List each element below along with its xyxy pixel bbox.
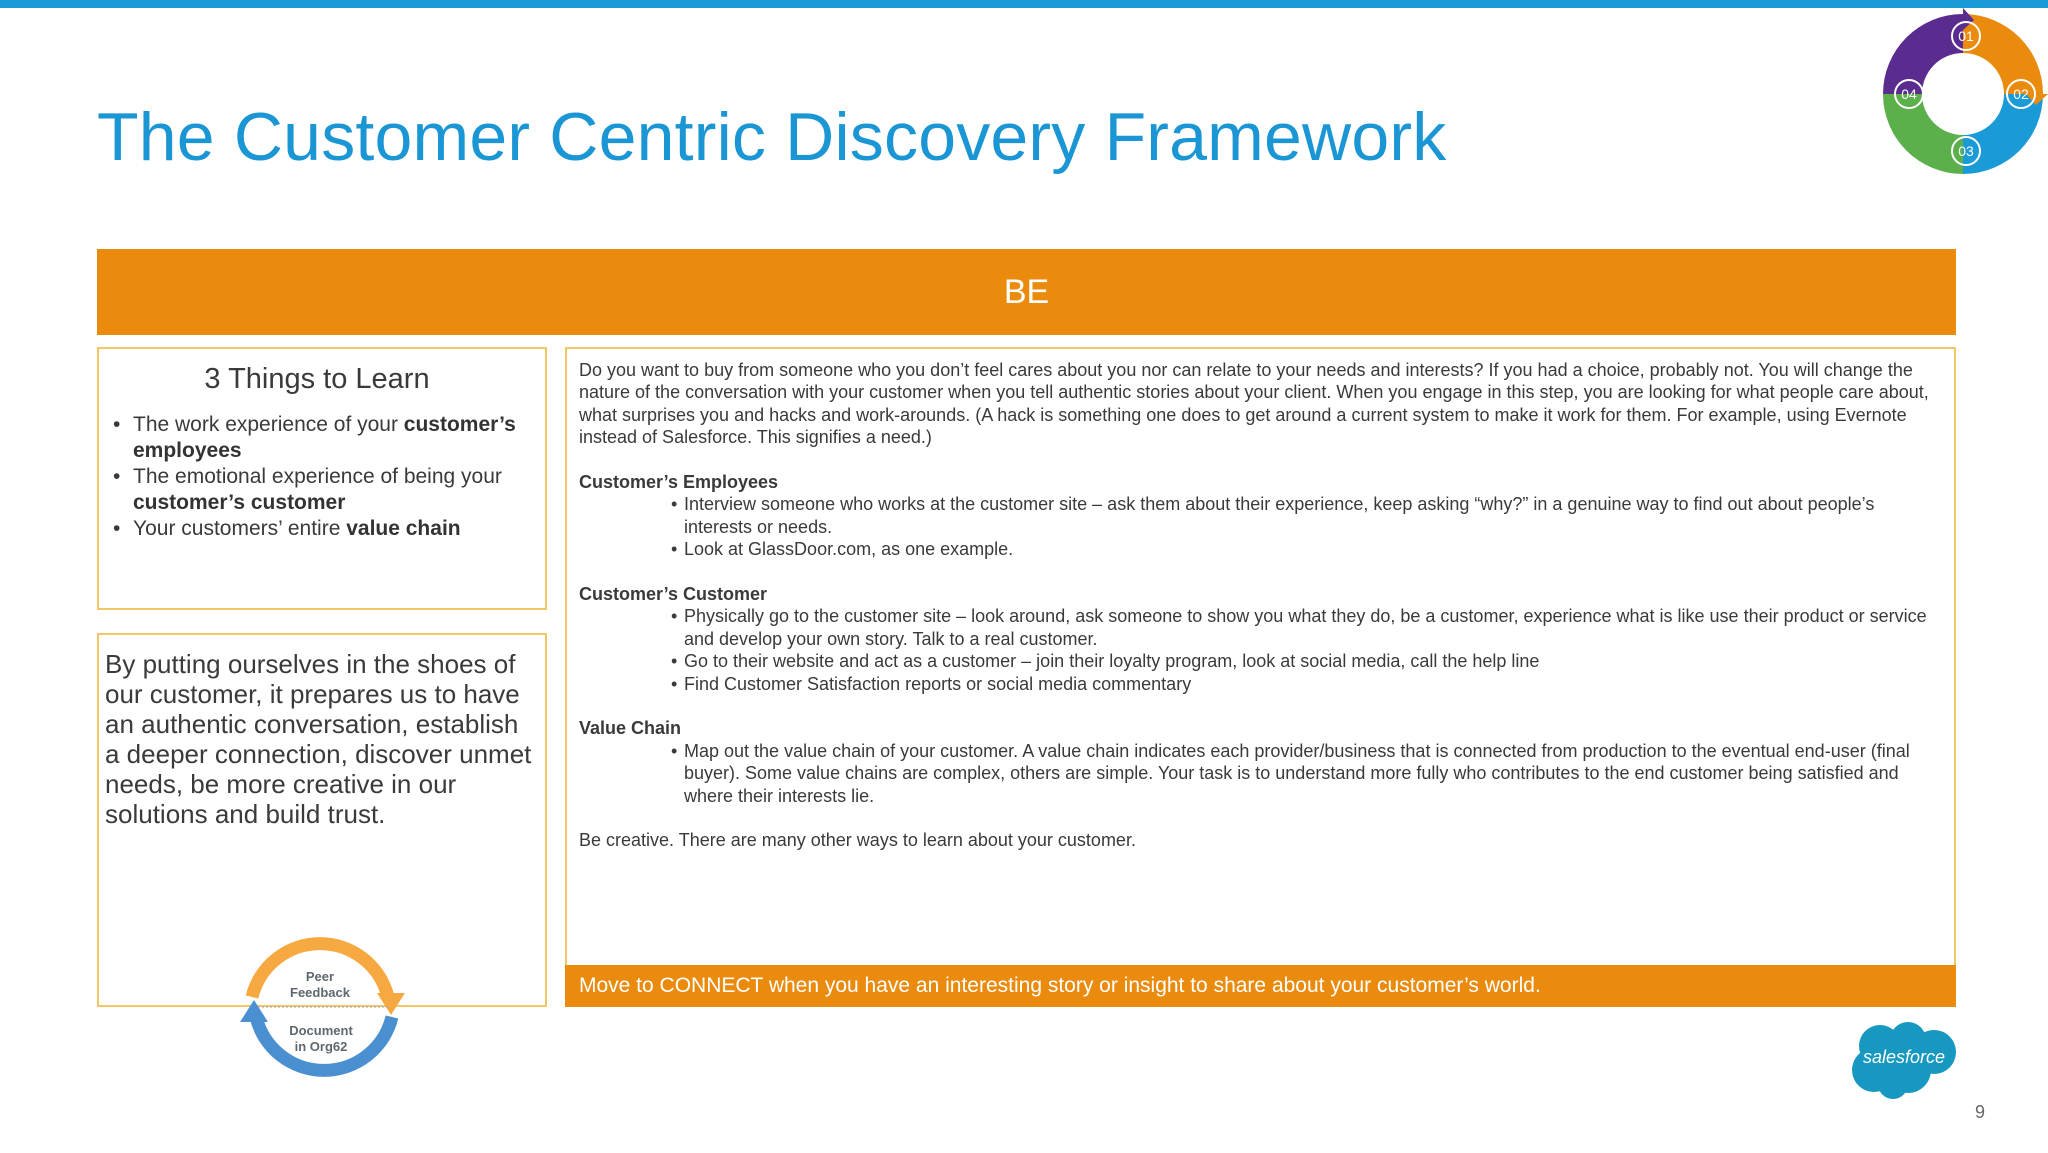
- list-item: • The work experience of your customer’s employees: [113, 413, 516, 462]
- next-step-callout: [565, 965, 1956, 1007]
- closing-paragraph: Be creative. There are many other ways to learn about your customer.: [579, 830, 1136, 851]
- list-item: • Find Customer Satisfaction reports or social media commentary: [671, 673, 1192, 694]
- bullet-dot: •: [671, 539, 678, 560]
- cycle-label-03: 03: [1958, 143, 1974, 159]
- bullet-dot: •: [671, 673, 678, 694]
- document-label-line2: in Org62: [294, 1039, 348, 1054]
- peer-feedback-cycle-icon: [228, 925, 418, 1095]
- bullet-dot: •: [671, 606, 678, 627]
- cycle-label-02: 02: [2013, 86, 2029, 102]
- bullet-dot: •: [113, 465, 121, 488]
- peer-feedback-label-line1: Peer: [305, 969, 335, 984]
- peer-feedback-label-line2: Feedback: [290, 985, 350, 1000]
- things-to-learn-list: [107, 412, 527, 542]
- next-step-text: Move to CONNECT when you have an interesting story or insight to share about your customer’s world.: [579, 974, 1541, 997]
- things-to-learn-title: 3 Things to Learn: [204, 363, 430, 395]
- list-item: • Physically go to the customer site – look around, ask someone to show you what they do, be a customer, experience what is like use their product or service and develop your own story. Talk to a real customer.: [671, 606, 1927, 649]
- bullet-dot: •: [671, 494, 678, 515]
- list-item: • Interview someone who works at the customer site – ask them about their experience, keep asking “why?” in a genuine way to find out about people’s interests or needs.: [671, 494, 1875, 537]
- stage-banner-label: BE: [1003, 272, 1050, 311]
- cycle-label-04: 04: [1901, 86, 1917, 102]
- bullet-dot: •: [671, 740, 678, 761]
- intro-paragraph: Do you want to buy from someone who you don’t feel cares about you nor can relate to your needs and interests? If you had a choice, probably not. You will change the nature of the conversation with your customer when you tell authentic stories about your client. When you engage in this step, you are looking for what people care about, what surprises you and hacks and work-arounds. (A hack is something one does to get around a current system to make it work for them. For example, using Evernote instead of Salesforce. This signifies a need.): [579, 360, 1929, 448]
- top-accent-bar: [0, 0, 2048, 8]
- cycle-label-01: 01: [1958, 28, 1974, 44]
- section-heading-value-chain: Value Chain: [579, 718, 682, 739]
- bullet-dot: •: [113, 413, 121, 436]
- list-item: • The emotional experience of being your customer’s customer: [113, 465, 502, 514]
- salesforce-logo-text: salesforce: [1862, 1047, 1946, 1067]
- list-item: • Your customers’ entire value chain: [113, 517, 461, 540]
- section-heading-customer: Customer’s Customer: [579, 584, 768, 605]
- stage-banner: [97, 249, 1956, 335]
- list-item: • Map out the value chain of your customer. A value chain indicates each provider/business that is connected from production to the eventual end-user (final buyer). Some value chains are complex, others are simple. Your task is to understand more fully who contributes to the end customer being satisfied and where their interests lie.: [671, 740, 1910, 806]
- slide-title: The Customer Centric Discovery Framework: [97, 99, 1447, 175]
- framework-cycle-icon: [1878, 8, 2048, 180]
- section-heading-employees: Customer’s Employees: [579, 472, 779, 493]
- bullet-dot: •: [671, 651, 678, 672]
- things-to-learn-box: [97, 347, 547, 610]
- list-item: • Go to their website and act as a customer – join their loyalty program, look at social media, call the help line: [671, 651, 1540, 672]
- customer-shoes-text: By putting ourselves in the shoes of our customer, it prepares us to have an authentic conversation, establish a deeper connection, discover unmet needs, be more creative in our solutions and build trust.: [105, 649, 532, 829]
- document-label-line1: Document: [289, 1023, 353, 1038]
- page-number: 9: [1975, 1102, 1986, 1122]
- bullet-dot: •: [113, 517, 121, 540]
- salesforce-logo: [1848, 1020, 1958, 1100]
- list-item: • Look at GlassDoor.com, as one example.: [671, 539, 1014, 560]
- discovery-guidance-box: [565, 347, 1956, 1007]
